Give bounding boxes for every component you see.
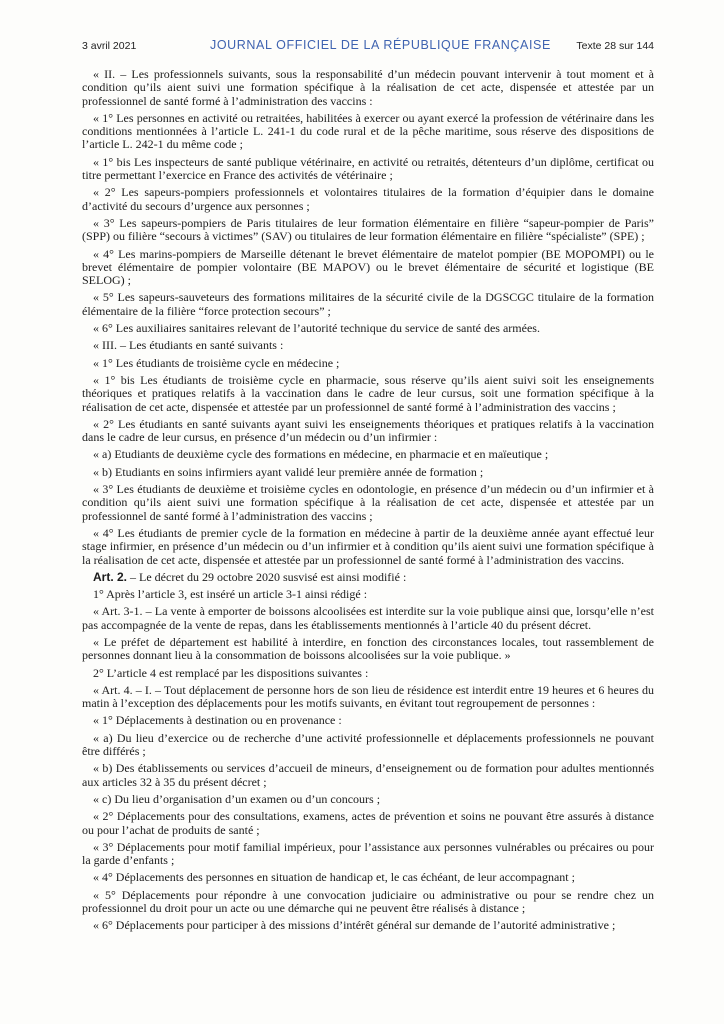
document-body: [82, 68, 654, 937]
paragraph: « III. – Les étudiants en santé suivants :: [93, 338, 284, 353]
paragraph: « 4° Les étudiants de premier cycle de la formation en médecine à partir de la deuxième année ayant effectué leur stage infirmier, en présence d’un médecin ou d’un infirmier et à condition qu’ils aient suivi une formation spécifique à la réalisation de cet acte, dispensée et attestée par un professionnel de santé formé à l’administration des vaccins.: [82, 525, 654, 567]
paragraph: « 5° Les sapeurs-sauveteurs des formations militaires de la sécurité civile de la DGSCGC titulaire de la formation élémentaire de la filière “force protection secours” ;: [82, 290, 654, 318]
paragraph: « 4° Déplacements des personnes en situation de handicap et, le cas échéant, de leur accompagnant ;: [93, 870, 575, 885]
paragraph: « II. – Les professionnels suivants, sous la responsabilité d’un médecin pouvant intervenir à tout moment et à condition qu’ils aient suivi une formation spécifique à la réalisation de cet acte, dispensée et attestée par un professionnel de santé formé à l’administration des vaccins :: [82, 67, 654, 108]
publication-date: 3 avril 2021: [82, 40, 137, 52]
paragraph: « 4° Les marins-pompiers de Marseille détenant le brevet élémentaire de matelot pompier (BE MOPOMPI) ou le brevet élémentaire de pompier volontaire (BE MAPOV) ou le brevet élémentaire de sécurité et logistique (BE SELOG) ;: [82, 246, 654, 288]
paragraph: « Art. 3-1. – La vente à emporter de boissons alcoolisées est interdite sur la voie publique ainsi que, lorsqu’elle n’est pas accompagnée de la vente de repas, dans les établissements mentionnés à l’article 40 du présent décret.: [82, 604, 654, 632]
paragraph: « 6° Les auxiliaires sanitaires relevant de l’autorité technique du service de santé des armées.: [93, 321, 540, 336]
paragraph: « b) Des établissements ou services d’accueil de mineurs, d’enseignement ou de formation pour adultes mentionnés aux articles 32 à 35 du présent décret ;: [82, 761, 654, 789]
paragraph: « c) Du lieu d’organisation d’un examen ou d’un concours ;: [93, 791, 381, 806]
paragraph: « 2° Les étudiants en santé suivants ayant suivi les enseignements théoriques et pratiques relatifs à la vaccination dans le cadre de leur cursus, en présence d’un médecin ou d’un infirmier :: [82, 416, 654, 445]
paragraph: « 1° bis Les étudiants de troisième cycle en pharmacie, sous réserve qu’ils aient suivi soit les enseignements théoriques et pratiques relatifs à la vaccination dans le cadre de leur cursus, soit une formation spécifique à la réalisation de cet acte, dispensée et attestée par un professionnel de santé formé à l’administration des vaccins ;: [82, 372, 654, 414]
paragraph: « 3° Les sapeurs-pompiers de Paris titulaires de leur formation élémentaire en filière “sapeur-pompier de Paris” (SPP) ou filière “secours à victimes” (SAV) ou titulaires de leur formation élémentaire en filière “spécialiste” (SPE) ;: [82, 215, 654, 244]
paragraph: « 5° Déplacements pour répondre à une convocation judiciaire ou administrative ou pour se rendre chez un professionnel du droit pour un acte ou une démarche qui ne peuvent être réalisés à distance ;: [82, 887, 654, 916]
paragraph: « 1° Les personnes en activité ou retraitées, habilitées à exercer ou ayant exercé la profession de vétérinaire dans les conditions mentionnées à l’article L. 241-1 du code rural et de la pêche maritime, sous réserve des dispositions de l’article L. 242-1 du même code ;: [82, 110, 654, 152]
paragraph: « 2° Déplacements pour des consultations, examens, actes de prévention et soins ne pouvant être assurés à distance ou pour l’achat de produits de santé ;: [82, 809, 654, 837]
paragraph: « 2° Les sapeurs-pompiers professionnels et volontaires titulaires de la formation d’équipier dans le domaine d’activité du secours d’urgence aux personnes ;: [82, 185, 654, 213]
paragraph: « 1° bis Les inspecteurs de santé publique vétérinaire, en activité ou retraités, détenteurs d’un diplôme, certificat ou titre permettant l’exercice en France des activités de vétérinaire ;: [82, 154, 654, 183]
paragraph: « 3° Déplacements pour motif familial impérieux, pour l’assistance aux personnes vulnérables ou précaires ou pour la garde d’enfants ;: [82, 839, 654, 868]
page-header: [82, 38, 654, 54]
paragraph: « b) Etudiants en soins infirmiers ayant validé leur première année de formation ;: [93, 464, 484, 479]
paragraph: « Le préfet de département est habilité à interdire, en fonction des circonstances locales, tout rassemblement de personnes donnant lieu à la consommation de boissons alcoolisées sur la voie publique. »: [82, 634, 654, 663]
article-2-heading: [82, 571, 654, 584]
paragraph: « a) Etudiants de deuxième cycle des formations en médecine, en pharmacie et en maïeutique ;: [93, 447, 549, 462]
journal-title: JOURNAL OFFICIEL DE LA RÉPUBLIQUE FRANÇAISE: [210, 38, 551, 52]
paragraph: 2° L’article 4 est remplacé par les dispositions suivantes :: [93, 665, 369, 680]
paragraph: « Art. 4. – I. – Tout déplacement de personne hors de son lieu de résidence est interdit entre 19 heures et 6 heures du matin à l’exception des déplacements pour les motifs suivants, en évitant tout regroupement de personnes :: [82, 682, 654, 711]
paragraph: « 3° Les étudiants de deuxième et troisième cycles en odontologie, en présence d’un médecin ou d’un infirmier et à condition qu’ils aient suivi une formation spécifique à la réalisation de cet acte, dispensée et attestée par un professionnel de santé formé à l’administration des vaccins ;: [82, 482, 654, 523]
paragraph: « 6° Déplacements pour participer à des missions d’intérêt général sur demande de l’autorité administrative ;: [93, 918, 616, 933]
paragraph: « a) Du lieu d’exercice ou de recherche d’une activité professionnelle et déplacements professionnels ne pouvant être différés ;: [82, 730, 654, 759]
paragraph: 1° Après l’article 3, est inséré un article 3-1 ainsi rédigé :: [93, 587, 368, 602]
article-2-text: – Le décret du 29 octobre 2020 susvisé est ainsi modifié :: [127, 569, 407, 584]
paragraph: « 1° Déplacements à destination ou en provenance :: [93, 713, 342, 728]
text-page-indicator: Texte 28 sur 144: [576, 40, 654, 52]
article-2-label: Art. 2.: [93, 569, 128, 584]
paragraph: « 1° Les étudiants de troisième cycle en médecine ;: [93, 355, 340, 370]
